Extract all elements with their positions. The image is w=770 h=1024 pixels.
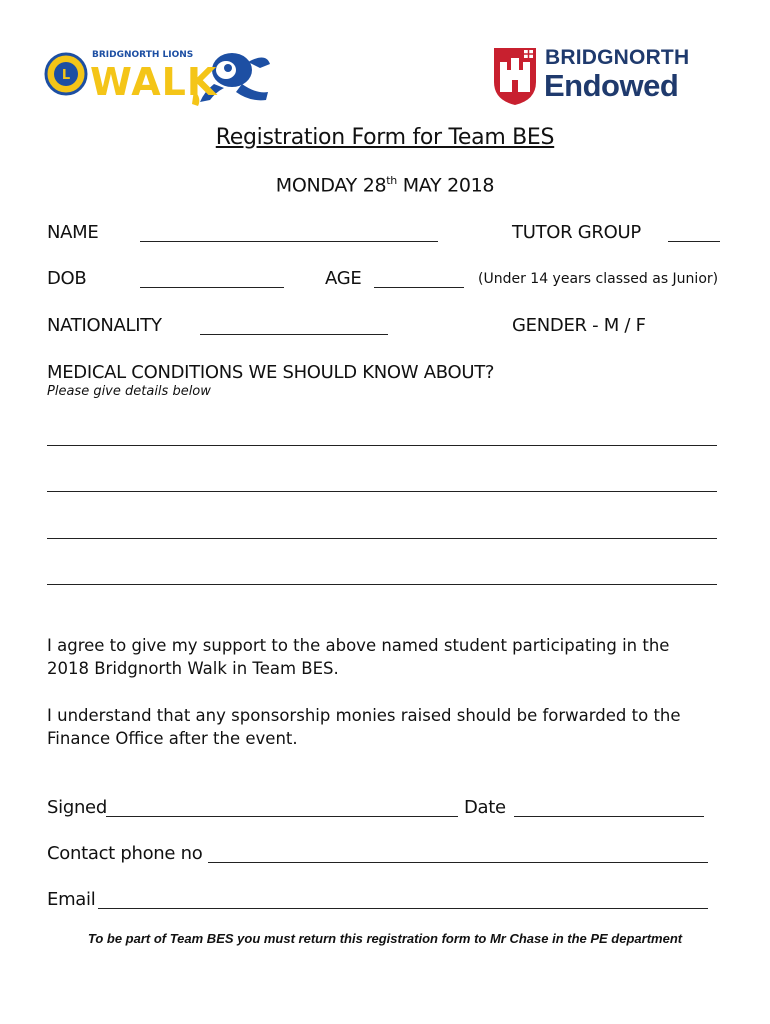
form-title: Registration Form for Team BES: [215, 125, 555, 150]
date-label: Date: [464, 797, 506, 818]
name-field[interactable]: [140, 225, 438, 242]
tutor-group-field[interactable]: [668, 225, 720, 242]
lions-logo-word: WALK: [90, 60, 218, 104]
name-label: NAME: [47, 222, 99, 243]
medical-details-hint: Please give details below: [47, 384, 211, 399]
event-date-day: MONDAY 28: [275, 174, 387, 197]
medical-line-4[interactable]: [47, 584, 717, 585]
lions-walk-logo: [44, 40, 274, 110]
medical-line-1[interactable]: [47, 445, 717, 446]
bridgnorth-endowed-logo: [492, 46, 714, 108]
svg-text:L: L: [61, 68, 71, 83]
sponsorship-paragraph: [47, 704, 681, 750]
dob-field[interactable]: [140, 271, 284, 288]
return-instructions: To be part of Team BES you must return this registration form to Mr Chase in the PE department: [87, 931, 683, 946]
nationality-field[interactable]: [200, 318, 388, 335]
lions-logo-top-label: BRIDGNORTH LIONS: [92, 50, 194, 60]
email-label: Email: [47, 889, 96, 910]
age-note: (Under 14 years classed as Junior): [478, 271, 719, 287]
contact-phone-field[interactable]: [208, 846, 708, 863]
agreement-line-2: 2018 Bridgnorth Walk in Team BES.: [47, 659, 339, 678]
medical-line-2[interactable]: [47, 491, 717, 492]
tutor-group-label: TUTOR GROUP: [512, 222, 641, 243]
school-logo-line2: Endowed: [544, 68, 679, 103]
school-crest-icon: [492, 46, 538, 106]
dob-label: DOB: [47, 268, 87, 289]
gender-label: GENDER - M / F: [512, 315, 646, 336]
school-logo-line1: BRIDGNORTH: [545, 46, 690, 69]
agreement-line-1: I agree to give my support to the above named student participating in the: [47, 636, 670, 655]
age-label: AGE: [325, 268, 362, 289]
date-field[interactable]: [514, 800, 704, 817]
event-date-rest: MAY 2018: [396, 174, 495, 197]
medical-line-3[interactable]: [47, 538, 717, 539]
email-field[interactable]: [98, 892, 708, 909]
event-date-suffix: th: [386, 174, 397, 187]
signed-label: Signed: [47, 797, 107, 818]
medical-conditions-label: MEDICAL CONDITIONS WE SHOULD KNOW ABOUT?: [47, 362, 495, 383]
sponsorship-line-2: Finance Office after the event.: [47, 729, 298, 748]
event-date: [0, 174, 770, 196]
contact-phone-label: Contact phone no: [47, 843, 203, 864]
agreement-paragraph: [47, 634, 669, 680]
age-field[interactable]: [374, 271, 464, 288]
nationality-label: NATIONALITY: [47, 315, 162, 336]
signature-field[interactable]: [106, 800, 458, 817]
sponsorship-line-1: I understand that any sponsorship monies raised should be forwarded to the: [47, 706, 681, 725]
